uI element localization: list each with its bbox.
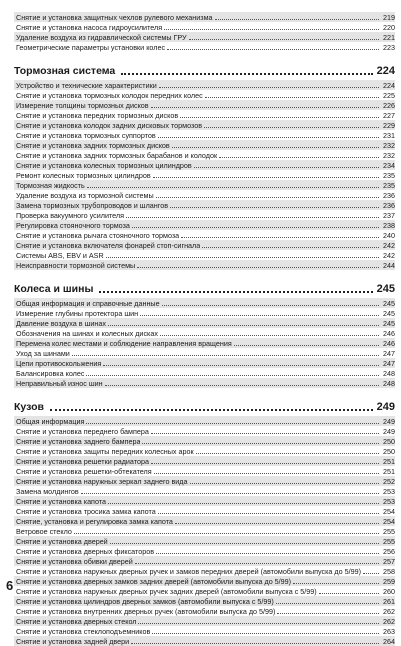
dot-leader — [152, 633, 379, 634]
toc-entry-page: 248 — [383, 369, 395, 378]
toc-entry-title: Снятие и установка передних тормозных дисков — [16, 111, 179, 120]
toc-entry-title: Проверка вакуумного усилителя — [16, 211, 125, 220]
toc-entry-page: 235 — [383, 181, 395, 190]
toc-entry-page: 253 — [383, 497, 395, 506]
dot-leader — [151, 107, 379, 108]
toc-entry-title: Снятие и установка наружных дверных ручек и замков передних дверей (автомобили выпуска до 5/99) — [16, 567, 361, 576]
dot-leader — [99, 291, 372, 293]
dot-leader — [156, 553, 379, 554]
toc-entry-title: Снятие и установка рычага стояночного тормоза — [16, 231, 180, 240]
toc-entry-title: Ветровое стекло — [16, 527, 72, 536]
toc-entry — [14, 566, 395, 576]
dot-leader — [172, 147, 379, 148]
toc-entry-title: Снятие и установка задних тормозных барабанов и колодок — [16, 151, 218, 160]
toc-entry-page: 263 — [383, 627, 395, 636]
dot-leader — [105, 385, 379, 386]
toc-entry-page: 255 — [383, 527, 395, 536]
toc-entry-title: Снятие и установка внутренних дверных ручек (автомобили выпуска до 5/99) — [16, 607, 276, 616]
toc-entry — [14, 100, 395, 110]
toc-entry-page: 236 — [383, 191, 395, 200]
page-number: 6 — [6, 578, 14, 593]
toc-entry-page: 242 — [383, 251, 395, 260]
dot-leader — [151, 433, 379, 434]
dot-leader — [137, 267, 379, 268]
dot-leader — [121, 73, 372, 75]
toc-entry — [14, 416, 395, 426]
toc-entry-page: 227 — [383, 111, 395, 120]
toc-entry-title: Общая информация и справочные данные — [16, 299, 160, 308]
toc-entry-title: Снятие и установка тормозных колодок передних колес — [16, 91, 203, 100]
toc-entry — [14, 496, 395, 506]
toc-entry — [14, 546, 395, 556]
dot-leader — [74, 533, 379, 534]
toc-entry — [14, 516, 395, 526]
toc-entry-page: 234 — [383, 161, 395, 170]
toc-entry — [14, 298, 395, 308]
toc-entry — [14, 32, 395, 42]
toc-entry-page: 254 — [383, 517, 395, 526]
section-title: Тормозная система — [14, 65, 116, 77]
toc-entry — [14, 318, 395, 328]
toc-entry — [14, 466, 395, 476]
toc-entry-title: Снятие и установка цилиндров дверных замков (автомобили выпуска с 5/99) — [16, 597, 274, 606]
toc-entry — [14, 506, 395, 516]
toc-entry-title: Снятие и установка обивки дверей — [16, 557, 133, 566]
toc-entry-page: 246 — [383, 329, 395, 338]
toc-entry-title: Измерение толщины тормозных дисков — [16, 101, 149, 110]
dot-leader — [160, 335, 379, 336]
toc-entry-title: Неисправности тормозной системы — [16, 261, 136, 270]
toc-entry-page: 220 — [383, 23, 395, 32]
dot-leader — [234, 345, 379, 346]
toc-entry — [14, 130, 395, 140]
toc-entry-page: 245 — [383, 299, 395, 308]
dot-leader — [175, 523, 379, 524]
toc-entry-page: 231 — [383, 131, 395, 140]
toc-entry-title: Системы ABS, EBV и ASR — [16, 251, 104, 260]
toc-entry — [14, 486, 395, 496]
dot-leader — [164, 29, 379, 30]
toc-entry-page: 255 — [383, 537, 395, 546]
toc-entry-page: 225 — [383, 91, 395, 100]
dot-leader — [194, 167, 379, 168]
toc-entry-title: Снятие и установка переднего бампера — [16, 427, 149, 436]
toc-entry — [14, 556, 395, 566]
dot-leader — [159, 87, 379, 88]
toc-entry-page: 237 — [383, 211, 395, 220]
section-heading — [14, 281, 395, 296]
dot-leader — [276, 603, 379, 604]
dot-leader — [158, 137, 379, 138]
dot-leader — [81, 493, 379, 494]
toc-entry-title: Снятие и установка наружных зеркал заднего вида — [16, 477, 188, 486]
dot-leader — [154, 473, 379, 474]
dot-leader — [153, 177, 379, 178]
toc-entry-page: 224 — [383, 81, 395, 90]
toc-entry-title: Уход за шинами — [16, 349, 70, 358]
toc-entry-title: Снятие и установка дверных замков задних дверей (автомобили выпуска до 5/99) — [16, 577, 292, 586]
dot-leader — [135, 563, 379, 564]
toc-entry — [14, 220, 395, 230]
toc-entry-page: 259 — [383, 577, 395, 586]
dot-leader — [106, 257, 379, 258]
toc-entry — [14, 160, 395, 170]
toc-entry — [14, 426, 395, 436]
table-of-contents — [14, 12, 395, 646]
toc-entry-page: 262 — [383, 617, 395, 626]
dot-leader — [202, 247, 379, 248]
toc-entry — [14, 260, 395, 270]
toc-entry-page: 260 — [383, 587, 395, 596]
toc-entry — [14, 230, 395, 240]
toc-entry — [14, 348, 395, 358]
dot-leader — [142, 443, 379, 444]
toc-entry-page: 232 — [383, 151, 395, 160]
toc-entry — [14, 436, 395, 446]
toc-entry-title: Снятие и установка дверных стекол — [16, 617, 137, 626]
toc-entry-title: Неправильный износ шин — [16, 379, 103, 388]
dot-leader — [158, 513, 379, 514]
toc-entry — [14, 190, 395, 200]
toc-entry-title: Тормозная жидкость — [16, 181, 85, 190]
dot-leader — [319, 593, 379, 594]
toc-entry-title: Регулировка стояночного тормоза — [16, 221, 130, 230]
toc-entry-title: Снятие и установка защитных чехлов рулевого механизма — [16, 13, 213, 22]
toc-entry — [14, 250, 395, 260]
toc-entry-page: 240 — [383, 231, 395, 240]
section-page-number: 249 — [376, 401, 395, 413]
toc-entry-page: 256 — [383, 547, 395, 556]
dot-leader — [363, 573, 379, 574]
toc-entry-title: Снятие и установка решетки радиатора — [16, 457, 149, 466]
toc-entry-title: Снятие и установка тросика замка капота — [16, 507, 156, 516]
section-title: Колеса и шины — [14, 283, 94, 295]
toc-entry-page: 229 — [383, 121, 395, 130]
toc-entry — [14, 240, 395, 250]
toc-entry — [14, 150, 395, 160]
dot-leader — [189, 39, 379, 40]
toc-entry-page: 258 — [383, 567, 395, 576]
toc-entry — [14, 110, 395, 120]
toc-entry-page: 253 — [383, 487, 395, 496]
toc-entry — [14, 22, 395, 32]
toc-entry-page: 261 — [383, 597, 395, 606]
toc-entry — [14, 456, 395, 466]
dot-leader — [293, 583, 379, 584]
dot-leader — [277, 613, 379, 614]
toc-entry-title: Измерение глубины протектора шин — [16, 309, 139, 318]
dot-leader — [180, 117, 379, 118]
toc-entry — [14, 338, 395, 348]
dot-leader — [215, 19, 379, 20]
toc-entry-title: Снятие, установка и регулировка замка капота — [16, 517, 173, 526]
dot-leader — [108, 325, 379, 326]
toc-entry-page: 251 — [383, 467, 395, 476]
toc-entry-title: Снятие и установка заднего бампера — [16, 437, 141, 446]
toc-entry-page: 247 — [383, 349, 395, 358]
toc-entry-title: Снятие и установка включателя фонарей стоп-сигнала — [16, 241, 201, 250]
toc-entry-page: 223 — [383, 43, 395, 52]
toc-entry-title: Обозначения на шинах и колесных дисках — [16, 329, 158, 338]
toc-entry-title: Снятие и установка задних тормозных дисков — [16, 141, 170, 150]
dot-leader — [108, 503, 379, 504]
toc-entry-title: Перемена колес местами и соблюдение направления вращения — [16, 339, 232, 348]
section-heading — [14, 399, 395, 414]
toc-entry-title: Ремонт колесных тормозных цилиндров — [16, 171, 151, 180]
toc-entry-title: Геометрические параметры установки колес — [16, 43, 166, 52]
dot-leader — [103, 365, 379, 366]
section-page-number: 224 — [376, 65, 395, 77]
toc-entry — [14, 80, 395, 90]
toc-entry-title: Давление воздуха в шинах — [16, 319, 106, 328]
toc-entry — [14, 42, 395, 52]
dot-leader — [50, 409, 373, 411]
toc-entry — [14, 616, 395, 626]
toc-entry-page: 242 — [383, 241, 395, 250]
toc-entry-title: Замена молдингов — [16, 487, 79, 496]
toc-entry-title: Удаление воздуха из тормозной системы — [16, 191, 154, 200]
dot-leader — [72, 355, 379, 356]
toc-entry-page: 238 — [383, 221, 395, 230]
toc-entry — [14, 606, 395, 616]
toc-entry — [14, 446, 395, 456]
toc-entry-page: 250 — [383, 437, 395, 446]
toc-entry-title: Снятие и установка дверей — [16, 537, 108, 546]
toc-entry — [14, 180, 395, 190]
dot-leader — [86, 375, 379, 376]
dot-leader — [167, 49, 379, 50]
toc-entry — [14, 586, 395, 596]
dot-leader — [196, 453, 379, 454]
toc-entry-title: Снятие и установка тормозных суппортов — [16, 131, 156, 140]
toc-entry — [14, 576, 395, 586]
toc-entry-page: 244 — [383, 261, 395, 270]
toc-entry-page: 247 — [383, 359, 395, 368]
toc-entry-page: 250 — [383, 447, 395, 456]
dot-leader — [181, 237, 379, 238]
toc-entry-title: Снятие и установка дверных фиксаторов — [16, 547, 155, 556]
dot-leader — [86, 423, 379, 424]
section-page-number: 245 — [376, 283, 395, 295]
toc-entry — [14, 140, 395, 150]
dot-leader — [131, 643, 379, 644]
dot-leader — [87, 187, 379, 188]
toc-entry-page: 249 — [383, 427, 395, 436]
toc-entry-title: Снятие и установка колесных тормозных цилиндров — [16, 161, 192, 170]
toc-entry-title: Общая информация — [16, 417, 85, 426]
toc-entry-page: 232 — [383, 141, 395, 150]
dot-leader — [219, 157, 379, 158]
toc-entry-page: 262 — [383, 607, 395, 616]
toc-entry-page: 245 — [383, 309, 395, 318]
toc-entry — [14, 368, 395, 378]
dot-leader — [205, 97, 379, 98]
toc-entry — [14, 476, 395, 486]
dot-leader — [204, 127, 379, 128]
toc-entry-title: Удаление воздуха из гидравлической системы ГРУ — [16, 33, 187, 42]
dot-leader — [170, 207, 379, 208]
toc-entry-page: 257 — [383, 557, 395, 566]
toc-entry — [14, 636, 395, 646]
toc-entry — [14, 626, 395, 636]
dot-leader — [140, 315, 379, 316]
toc-entry — [14, 120, 395, 130]
toc-entry-title: Балансировка колес — [16, 369, 85, 378]
toc-entry-page: 248 — [383, 379, 395, 388]
toc-entry-title: Снятие и установка решетки-обтекателя — [16, 467, 152, 476]
toc-entry-title: Снятие и установка защиты передних колесных арок — [16, 447, 194, 456]
toc-entry-page: 246 — [383, 339, 395, 348]
toc-entry — [14, 200, 395, 210]
toc-entry-page: 245 — [383, 319, 395, 328]
toc-entry — [14, 328, 395, 338]
dot-leader — [110, 543, 379, 544]
dot-leader — [190, 483, 380, 484]
dot-leader — [156, 197, 379, 198]
dot-leader — [132, 227, 379, 228]
toc-entry-page: 254 — [383, 507, 395, 516]
toc-entry — [14, 90, 395, 100]
toc-entry-title: Снятие и установка капота — [16, 497, 107, 506]
toc-entry-page: 235 — [383, 171, 395, 180]
toc-entry — [14, 536, 395, 546]
toc-entry — [14, 308, 395, 318]
toc-entry — [14, 210, 395, 220]
toc-entry-title: Цепи противоскольжения — [16, 359, 102, 368]
dot-leader — [138, 623, 379, 624]
toc-entry-page: 251 — [383, 457, 395, 466]
toc-entry — [14, 170, 395, 180]
toc-entry-page: 226 — [383, 101, 395, 110]
toc-entry-title: Снятие и установка наружных дверных ручек задних дверей (автомобили выпуска с 5/99) — [16, 587, 317, 596]
section-heading — [14, 63, 395, 78]
toc-entry-page: 221 — [383, 33, 395, 42]
toc-entry-title: Устройство и технические характеристики — [16, 81, 157, 90]
dot-leader — [162, 305, 379, 306]
toc-entry-page: 264 — [383, 637, 395, 646]
toc-entry — [14, 596, 395, 606]
toc-entry-title: Снятие и установка задней двери — [16, 637, 130, 646]
toc-entry-page: 252 — [383, 477, 395, 486]
toc-entry-page: 249 — [383, 417, 395, 426]
toc-entry-page: 236 — [383, 201, 395, 210]
dot-leader — [151, 463, 379, 464]
toc-entry — [14, 378, 395, 388]
toc-entry-page: 219 — [383, 13, 395, 22]
toc-entry-title: Снятие и установка стеклоподъемников — [16, 627, 151, 636]
section-title: Кузов — [14, 401, 44, 413]
toc-entry-title: Снятие и установка насоса гидроусилителя — [16, 23, 163, 32]
toc-entry — [14, 358, 395, 368]
toc-entry-title: Снятие и установка колодок задних дисковых тормозов — [16, 121, 203, 130]
toc-entry — [14, 526, 395, 536]
dot-leader — [126, 217, 379, 218]
toc-entry — [14, 12, 395, 22]
toc-entry-title: Замена тормозных трубопроводов и шлангов — [16, 201, 169, 210]
